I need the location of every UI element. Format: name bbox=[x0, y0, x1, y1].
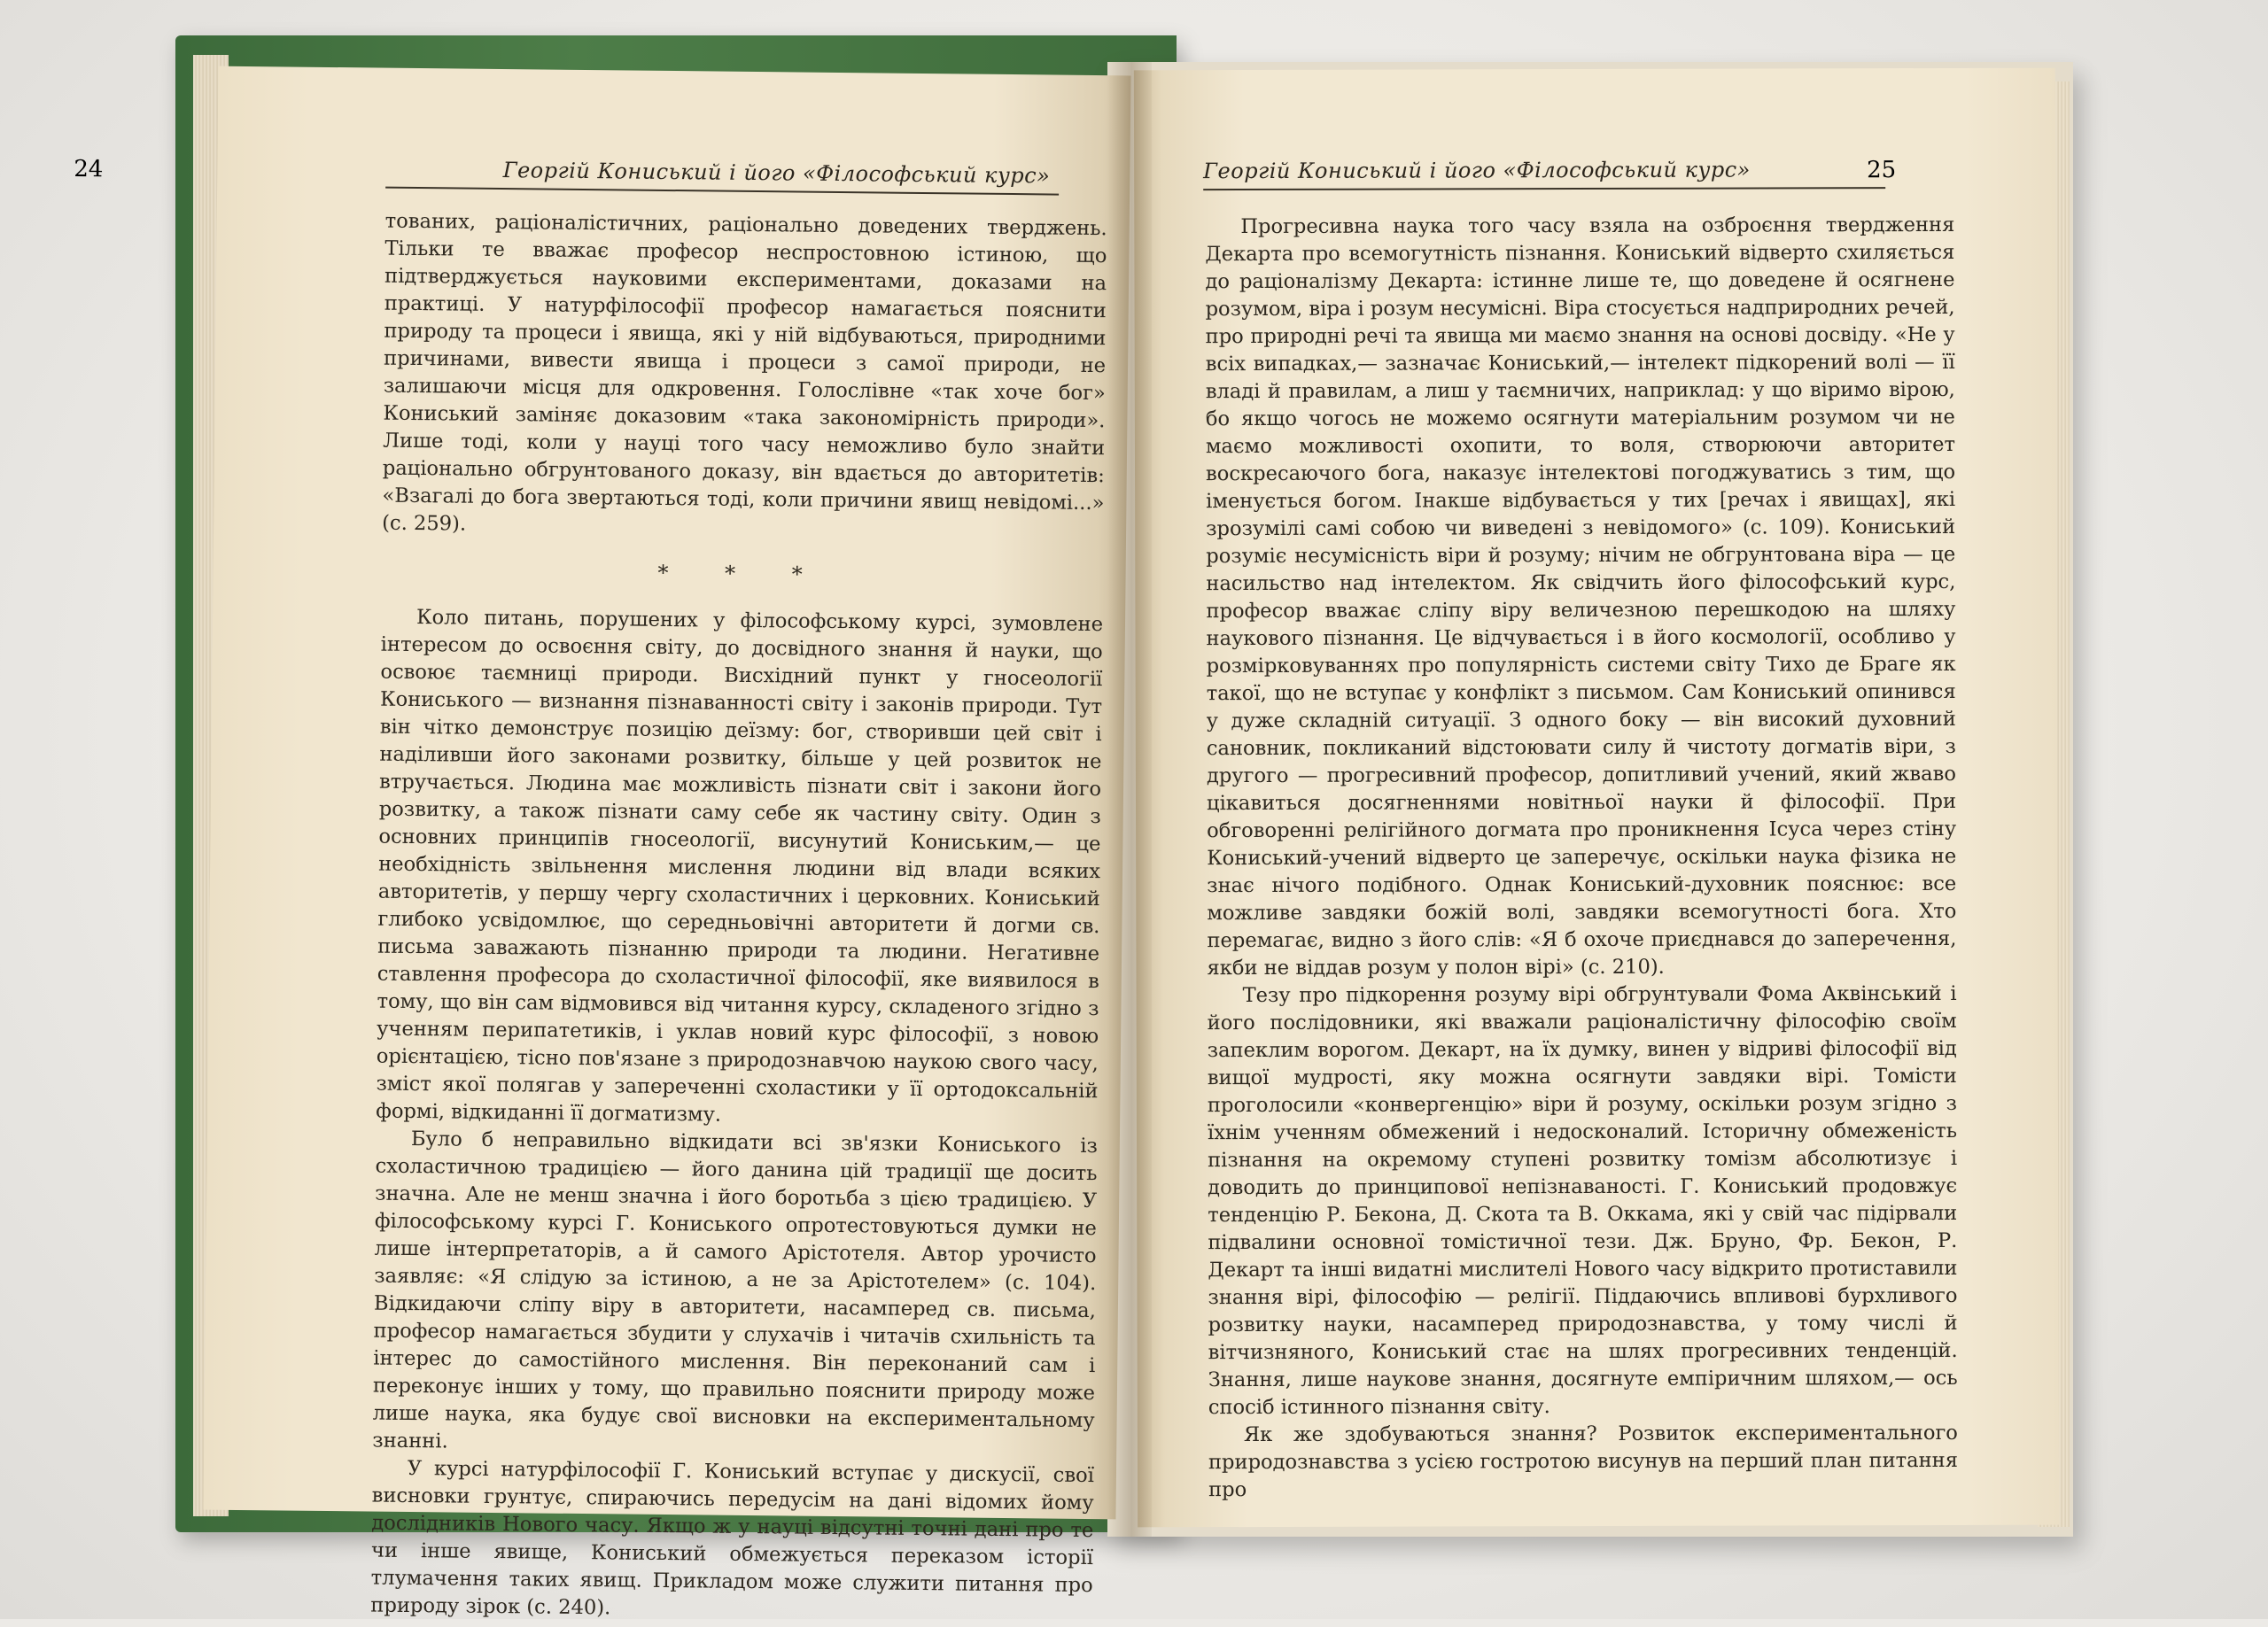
right-paragraph-3: Як же здобуваються знання? Розвиток експериментального природознавства з усією гостротою висунув на перший план питання про bbox=[1208, 1421, 1958, 1502]
left-paragraph-1: тованих, раціоналістичних, раціонально доведених тверджень. Тільки те вважає професор неспростовною істиною, що підтверджується науковими експериментами, доказами на практиці. У натурфілософії професор намагається пояснити природу та процеси і явища, які у ній відбуваються, природними причинами, вивести явища і процеси з самої природи, не залишаючи місця для одкровення. Голослівне «так хоче бог» Кониський заміняє доказовим «така закономірність природи». Лише тоді, коли у науці того часу неможливо було знайти раціонально обгрунтованого доказу, він вдається до авторитетів: «Взагалі до бога звертаються тоді, коли причини явищ невідомі...» (с. 259). bbox=[382, 209, 1107, 536]
right-page bbox=[1134, 68, 2059, 1528]
left-running-title: Георгій Кониський і його «Філософський курс» bbox=[502, 158, 1051, 189]
left-page-header bbox=[385, 150, 1059, 196]
left-paragraph-2: Коло питань, порушених у філософському курсі, зумовлене інтересом до освоєння світу, до досвідного знання й науки, що освоює таємниці природи. Висхідний пункт у гносеології Кониського — визнання пізнаванності світу і законів природи. Тут він чітко демонструє позицію деїзму: бог, створивши цей світ і наділивши його законами розвитку, більше у цей розвиток не втручається. Людина має можливість пізнати світ і закони його розвитку, а також пізнати саму себе як частину світу. Один з основних принципів гносеології, висунутий Кониським,— це необхідність звільнення мислення людини від влади всяких авторитетів, у першу чергу схоластичних і церковних. Кониський глибоко усвідомлює, що середньовічні авторитети й догми св. письма заважають пізнанню природи та людини. Негативне ставлення професора до схоластичної філософії, яке виявилося в тому, що він сам відмовився від читання курсу, складеного згідно з ученням перипатетиків, і уклав новий курс філософії, з новою орієнтацією, тісно пов'язане з природознавчою наукою свого часу, зміст якої полягав у запереченні схоластики у її ортодоксальній формі, відкиданні її догматизму. bbox=[376, 606, 1104, 1127]
right-page-number: 25 bbox=[1867, 157, 1897, 184]
right-page-header bbox=[1203, 150, 1885, 190]
left-page-body bbox=[370, 208, 1107, 1627]
left-paragraph-4: У курсі натурфілософії Г. Кониський вступає у дискусії, свої висновки грунтує, спираючись передусім на дані відомих йому дослідників Нового часу. Якщо ж у науці відсутні точні дані про те чи інше явище, Кониський обмежується переказом історії тлумачення таких явищ. Прикладом може служити питання про природу зірок (с. 240). bbox=[370, 1456, 1095, 1620]
left-page bbox=[74, 66, 1130, 1620]
right-paragraph-2: Тезу про підкорення розуму вірі обгрунтували Фома Аквінський і його послідовники, які вважали раціоналістичну філософію своїм запеклим ворогом. Декарт, на їх думку, винен у відриві філософії від вищої мудрості, яку можна осягнути завдяки вірі. Томісти проголосили «конвергенцію» віри й розуму, оскільки розум згідно з їхнім ученням обмежений і недосконалий. Історичну обмеженість пізнання на окремому ступені розвитку томізм абсолютизує і доводить до принципової непізнаваності. Г. Кониський продовжує тенденцію Р. Бекона, Д. Скота та В. Оккама, які у свій час підірвали підвалини основної томістичної тези. Дж. Бруно, Фр. Бекон, Р. Декарт та інші видатні мислителі Нового часу відкрито протиставили знання вірі, філософію — релігії. Піддаючись впливові бурхливого розвитку науки, насамперед природознавства, у тому числі й вітчизняного, Кониський стає на шлях прогресивних тенденцій. Знання, лише наукове знання, досягнуте емпіричним шляхом,— ось спосіб істинного пізнання світу. bbox=[1207, 981, 1958, 1420]
right-running-title: Георгій Кониський і його «Філософський курс» bbox=[1203, 157, 1751, 184]
section-separator: * * * bbox=[657, 560, 827, 587]
left-page-number: 24 bbox=[74, 155, 104, 183]
right-paragraph-1: Прогресивна наука того часу взяла на озброєння твердження Декарта про всемогутність пізнання. Кониський відверто схиляється до раціоналізму Декарта: істинне лише те, що доведене й осягнене розумом, віра і розум несумісні. Віра стосується надприродних речей, про природні речі та явища ми маємо знання на основі досвіду. «Не у всіх випадках,— зазначає Кониський,— інтелект підкорений волі — її владі й правилам, а лиш у таємничих, наприклад: у що віримо вірою, бо якщо чогось не можемо осягнути матеріальним розумом чи не маємо можливості охопити, то воля, створюючи авторитет воскресаючого бога, наказує інтелектові погоджуватись з тим, що іменується богом. Інакше відбувається у тих [речах і явищах], які зрозумілі самі собою чи виведені з невідомого» (с. 109). Кониський розуміє несумісність віри й розуму; нічим не обгрунтована віра — це насильство над інтелектом. Як свідчить його філософський курс, професор вважає сліпу віру величезною перешкодою на шляху наукового пізнання. Це відчувається і в його космології, особливо у розмірковуваннях про популярність системи світу Тихо де Браге як такої, що не вступає у конфлікт з письмом. Сам Кониський опинився у дуже складній ситуації. З одного боку — він високий духовний сановник, покликаний відстоювати силу й чистоту догматів віри, з другого — прогресивний професор, допитливий учений, який жваво цікавиться досягненнями новітньої науки й філософії. При обговоренні релігійного догмата про проникнення Ісуса через стіну Кониський-учений відверто це заперечує, оскільки наука фізика не знає нічого подібного. Однак Кониський-духовник пояснює: все можливе завдяки божій волі, завдяки всемогутності бога. Хто перемагає, видно з його слів: «Я б охоче приєднався до заперечення, якби не віддав розум у полон вірі» (с. 210). bbox=[1205, 213, 1957, 980]
right-page-body bbox=[1205, 212, 1958, 1504]
left-paragraph-3: Було б неправильно відкидати всі зв'язки Кониського із схоластичною традицією — його данина цій традиції ще досить значна. Але не менш значна і його боротьба з цією традицією. У філософському курсі Г. Кониського опротестовуються думки не лише інтерпретаторів, а й самого Арістотеля. Автор урочисто заявляє: «Я слідую за істиною, а не за Арістотелем» (с. 104). Відкидаючи сліпу віру в авторитети, насамперед св. письма, професор намагається збудити у слухачів і читачів схильність та інтерес до самостійного мислення. Він переконаний сам і переконує інших у тому, що правильно пояснити природу може лише наука, яка будує свої висновки на експериментальному знанні. bbox=[372, 1127, 1098, 1453]
book-gutter-shadow bbox=[1107, 62, 1152, 1537]
